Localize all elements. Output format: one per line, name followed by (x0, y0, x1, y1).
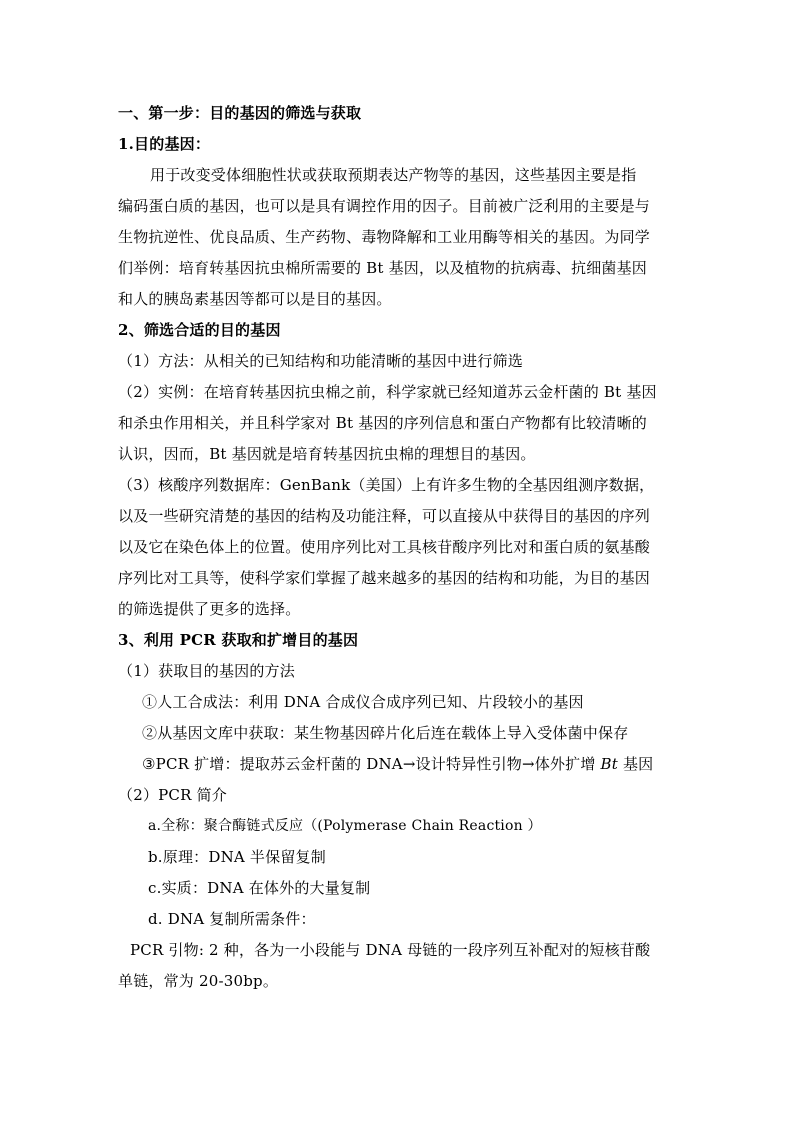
section-heading: 一、第一步：目的基因的筛选与获取 (118, 104, 362, 122)
subsection-title: 1.目的基因： (118, 135, 211, 153)
pcr-item: a.全称：聚合酶链式反应（(Polymerase Chain Reaction ） (148, 818, 542, 834)
paragraph-line: 的筛选提供了更多的选择。 (118, 600, 301, 618)
document-body (118, 98, 678, 997)
list-item: （2）PCR 简介 (118, 786, 227, 804)
method-item (118, 749, 678, 780)
paragraph-line: 们举例：培育转基因抗虫棉所需要的 Bt 基因，以及植物的抗病毒、抗细菌基因 (118, 259, 647, 277)
list-item: （2）实例：在培育转基因抗虫棉之前，科学家就已经知道苏云金杆菌的 Bt 基因 (118, 383, 657, 401)
pcr-item: c.实质：DNA 在体外的大量复制 (148, 879, 371, 897)
subsection-title: 2、筛选合适的目的基因 (118, 321, 281, 339)
paragraph-line: 以及一些研究清楚的基因的结构及功能注释，可以直接从中获得目的基因的序列 (118, 507, 651, 525)
paragraph-line: 用于改变受体细胞性状或获取预期表达产物等的基因，这些基因主要是指 (150, 166, 637, 184)
paragraph-line: 序列比对工具等，使科学家们掌握了越来越多的基因的结构和功能，为目的基因 (118, 569, 651, 587)
paragraph-line: 和杀虫作用相关，并且科学家对 Bt 基因的序列信息和蛋白产物都有比较清晰的 (118, 414, 647, 432)
pcr-method-text: ③PCR 扩增：提取苏云金杆菌的 DNA→设计特异性引物→体外扩增 (142, 755, 601, 773)
list-item: （1）方法：从相关的已知结构和功能清晰的基因中进行筛选 (118, 352, 523, 370)
paragraph-line: 认识，因而，Bt 基因就是培育转基因抗虫棉的理想目的基因。 (118, 445, 536, 463)
paragraph-line: 编码蛋白质的基因，也可以是具有调控作用的因子。目前被广泛利用的主要是与 (118, 197, 651, 215)
pcr-item: b.原理：DNA 半保留复制 (148, 848, 326, 866)
method-item: ②从基因文库中获取：某生物基因碎片化后连在载体上导入受体菌中保存 (142, 724, 629, 742)
bt-gene-label: Bt (600, 755, 618, 773)
paragraph-line: 单链，常为 20-30bp。 (118, 972, 279, 990)
method-item: ①人工合成法：利用 DNA 合成仪合成序列已知、片段较小的基因 (142, 693, 584, 711)
list-item: （3）核酸序列数据库：GenBank（美国）上有许多生物的全基因组测序数据， (118, 476, 655, 494)
paragraph-line: PCR 引物: 2 种，各为一小段能与 DNA 母链的一段序列互补配对的短核苷酸 (130, 941, 651, 959)
paragraph-line: 以及它在染色体上的位置。使用序列比对工具核苷酸序列比对和蛋白质的氨基酸 (118, 538, 651, 556)
subsection-title: 3、利用 PCR 获取和扩增目的基因 (118, 631, 359, 649)
paragraph-line: 生物抗逆性、优良品质、生产药物、毒物降解和工业用酶等相关的基因。为同学 (118, 228, 651, 246)
pcr-method-suffix: 基因 (618, 755, 654, 773)
list-item: （1）获取目的基因的方法 (118, 662, 295, 680)
paragraph-line: 和人的胰岛素基因等都可以是目的基因。 (118, 290, 392, 308)
pcr-item: d. DNA 复制所需条件： (148, 910, 316, 928)
